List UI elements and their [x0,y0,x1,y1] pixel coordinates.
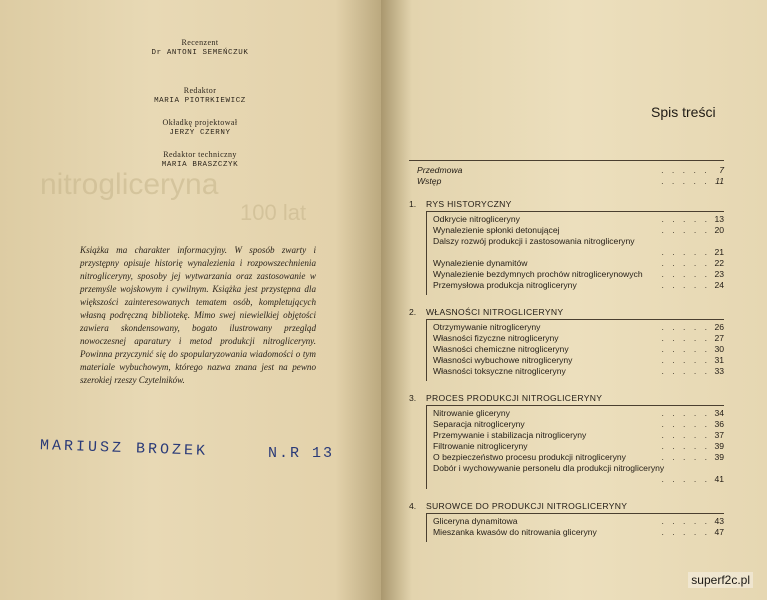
chapter-heading [409,499,724,513]
credit-person: Dr ANTONI SEMEŃCZUK [151,49,249,57]
chapter-number: 4. [409,501,417,511]
toc-chapter-list [409,197,724,542]
toc-entry-title: Separacja nitrogliceryny [433,419,525,429]
toc-entry-title: Wynalezienie bezdymnych prochów nitroglicerynowych [433,269,643,279]
chapter-number: 1. [409,199,417,209]
toc-page-number: 43 [714,516,724,526]
toc-page-number: 20 [714,225,724,235]
toc-entry [433,452,724,463]
toc-entry [433,419,724,430]
chapter-heading [409,305,724,319]
toc-entry-title: Własności wybuchowe nitrogliceryny [433,355,573,365]
toc-entry-title: Własności fizyczne nitrogliceryny [433,333,559,343]
credit-role: Okładkę projektował [162,118,238,127]
dot-leader: . . . . . [661,366,710,376]
toc-page-number: 22 [714,258,724,268]
dot-leader: . . . . . [661,280,710,290]
chapter-entries [426,319,724,381]
toc-entry [417,165,724,176]
toc-entry-title: O bezpieczeństwo procesu produkcji nitrogliceryny [433,452,626,462]
toc-entry-title: Otrzymywanie nitrogliceryny [433,322,541,332]
toc-entry [433,322,724,333]
toc-entry [433,344,724,355]
toc-page-number: 13 [714,214,724,224]
toc-entry-title: Wstęp [417,176,442,186]
toc-entry [433,333,724,344]
credit-reviewer [80,38,320,58]
left-page [0,0,381,600]
dot-leader: . . . . . [661,355,710,365]
toc-title: Spis treści [651,104,716,120]
dot-leader: . . . . . [661,527,710,537]
credit-role: Redaktor [183,86,217,95]
toc-entry [433,527,724,538]
toc-page-number: 23 [714,269,724,279]
chapter-entries [426,405,724,489]
chapter-heading [409,391,724,405]
toc-divider [409,160,724,161]
toc-entry-title: Przemywanie i stabilizacja nitrogliceryny [433,430,587,440]
watermark: superf2c.pl [688,572,753,588]
dot-leader: . . . . . [661,214,710,224]
dot-leader: . . . . . [661,452,710,462]
chapter-number: 3. [409,393,417,403]
toc-entry [433,280,724,291]
toc-intro-list [409,165,724,187]
toc-entry-title: Filtrowanie nitrogliceryny [433,441,528,451]
owner-stamp-name: MARIUSZ BROZEK [39,437,209,460]
credit-person: MARIA PIOTRKIEWICZ [154,97,246,105]
toc-page-number: 26 [714,322,724,332]
toc-entry-title: Przemysłowa produkcja nitrogliceryny [433,280,577,290]
toc-entry [433,463,724,485]
dot-leader: . . . . . [661,322,710,332]
dot-leader: . . . . . [661,333,710,343]
toc-entry-title: Własności toksyczne nitrogliceryny [433,366,566,376]
toc-entry-title: Dobór i wychowywanie personelu dla produkcji nitrogliceryny [433,463,665,473]
toc-page-number: 7 [719,165,724,175]
toc-entry [433,516,724,527]
dot-leader: . . . . . [661,225,710,235]
chapter-heading [409,197,724,211]
dot-leader: . . . . . [661,247,710,257]
toc-entry [433,366,724,377]
toc-page-number: 37 [714,430,724,440]
toc-entry [433,408,724,419]
toc-page-number: 21 [714,247,724,257]
toc-entry-title: Mieszanka kwasów do nitrowania gliceryny [433,527,597,537]
toc-page-number: 31 [714,355,724,365]
dot-leader: . . . . . [661,474,710,484]
toc-page-number: 47 [714,527,724,537]
toc-entry [433,225,724,236]
toc-entry-title: Przedmowa [417,165,463,175]
toc-entry [433,441,724,452]
toc-page-number: 33 [714,366,724,376]
toc-page-number: 34 [714,408,724,418]
owner-stamp-number: N.R 13 [268,445,335,462]
toc-page-number: 39 [714,452,724,462]
credit-technical-editor [80,150,320,170]
toc-page-number: 36 [714,419,724,429]
toc-entry-title: Gliceryna dynamitowa [433,516,518,526]
book-description: Książka ma charakter informacyjny. W sposób zwarty i przystępny opisuje historię wynalezienia i rozpowszechnienia nitrogliceryny, sposoby jej wytwarzania oraz zastosowanie w przemyśle wojskowym i cywilnym. Książka jest przystępna dla większości zainteresowanych tematem osób, kompletujących własną podręczną bibliotekę. Mimo swej niewielkiej objętości zawiera skondensowany, bogato ilustrowany przegląd nowoczesnej aparatury i metod produkcji nitrogliceryny. Powinna przyczynić się do spopularyzowania wiadomości o tym materiale wybuchowym, którego nazwa znana jest na pewno szerokiej rzeszy Czytelników. [80,245,316,385]
toc-page-number: 39 [714,441,724,451]
toc-entry [433,258,724,269]
credit-editor [80,86,320,106]
bleed-through-subtitle: 100 lat [240,200,307,225]
credit-role: Redaktor techniczny [163,150,237,159]
toc-entry [433,430,724,441]
dot-leader: . . . . . [661,258,710,268]
toc-page-number: 27 [714,333,724,343]
credit-role: Recenzent [181,38,219,47]
toc-entry [433,236,724,258]
toc-page-number: 41 [714,474,724,484]
toc-entry-title: Własności chemiczne nitrogliceryny [433,344,569,354]
table-of-contents [409,160,724,542]
dot-leader: . . . . . [661,441,710,451]
toc-entry [433,269,724,280]
toc-entry-title: Dalszy rozwój produkcji i zastosowania nitrogliceryny [433,236,635,246]
credit-person: MARIA BRASZCZYK [161,161,239,169]
credit-person: JERZY CZERNY [169,129,231,137]
dot-leader: . . . . . [661,430,710,440]
chapter-title: WŁASNOŚCI NITROGLICERYNY [426,307,564,317]
dot-leader: . . . . . [661,408,710,418]
toc-page-number: 30 [714,344,724,354]
chapter-number: 2. [409,307,417,317]
bleed-through-title: nitrogliceryna [40,168,219,201]
credit-cover-designer [80,118,320,138]
chapter-entries [426,211,724,295]
toc-page-number: 24 [714,280,724,290]
toc-entry [417,176,724,187]
chapter-title: RYS HISTORYCZNY [426,199,512,209]
dot-leader: . . . . . [661,419,710,429]
toc-entry [433,214,724,225]
chapter-title: PROCES PRODUKCJI NITROGLICERYNY [426,393,603,403]
right-page [381,0,767,600]
chapter-entries [426,513,724,542]
toc-entry-title: Nitrowanie gliceryny [433,408,510,418]
toc-entry [433,355,724,366]
chapter-title: SUROWCE DO PRODUKCJI NITROGLICERYNY [426,501,628,511]
dot-leader: . . . . . [661,516,710,526]
dot-leader: . . . . . [661,269,710,279]
dot-leader: . . . . . [661,165,710,175]
toc-entry-title: Odkrycie nitrogliceryny [433,214,520,224]
dot-leader: . . . . . [661,176,710,186]
toc-entry-title: Wynalezienie dynamitów [433,258,528,268]
toc-entry-title: Wynalezienie spłonki detonującej [433,225,560,235]
toc-page-number: 11 [715,176,724,186]
dot-leader: . . . . . [661,344,710,354]
